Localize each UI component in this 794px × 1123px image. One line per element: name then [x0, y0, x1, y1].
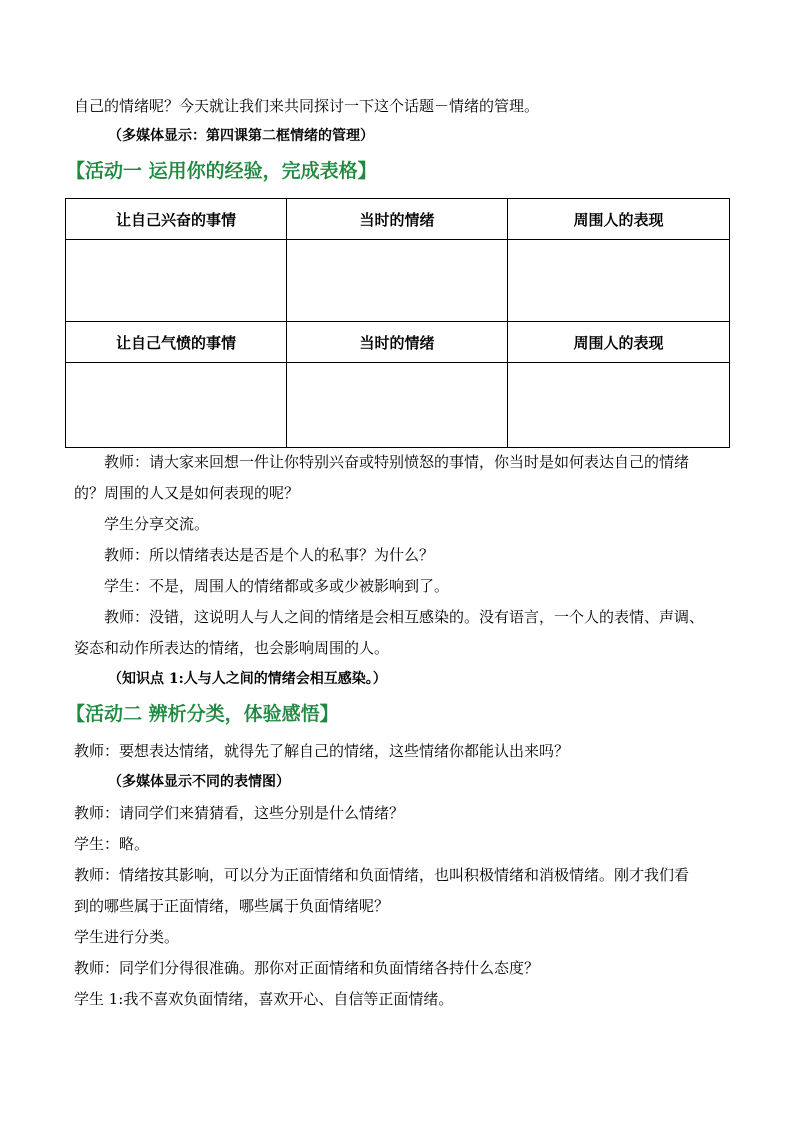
activity-1-heading: 【活动一 运用你的经验，完成表格】	[66, 160, 377, 182]
table-blank-cell	[508, 240, 730, 322]
table-blank-row	[66, 240, 730, 322]
paragraph-line: 学生 1:我不喜欢负面情绪，喜欢开心、自信等正面情绪。	[74, 990, 454, 1008]
table-header-cell: 周围人的表现	[508, 322, 730, 363]
paragraph-line: 教师：没错，这说明人与人之间的情绪是会相互感染的。没有语言，一个人的表情、声调、	[104, 608, 705, 626]
media-note: （多媒体显示：第四课第二框情绪的管理）	[108, 128, 374, 144]
knowledge-point-note: （知识点 1:人与人之间的情绪会相互感染。）	[108, 671, 387, 687]
table-blank-cell	[287, 363, 508, 448]
paragraph-line: 姿态和动作所表达的情绪，也会影响周围的人。	[74, 639, 390, 657]
table-blank-cell	[508, 363, 730, 448]
paragraph-line: 教师：情绪按其影响，可以分为正面情绪和负面情绪，也叫积极情绪和消极情绪。刚才我们看	[74, 866, 690, 884]
table-blank-row	[66, 363, 730, 448]
table-blank-cell	[66, 363, 287, 448]
table-header-row	[66, 322, 730, 363]
paragraph-line: 教师：同学们分得很准确。那你对正面情绪和负面情绪各持什么态度？	[74, 959, 540, 977]
intro-line: 自己的情绪呢？今天就让我们来共同探讨一下这个话题－情绪的管理。	[74, 97, 540, 115]
activity-2-heading: 【活动二 辨析分类，体验感悟】	[66, 703, 339, 725]
paragraph-line: 学生进行分类。	[74, 928, 180, 946]
table-blank-cell	[287, 240, 508, 322]
paragraph-line: 教师：请同学们来猜猜看，这些分别是什么情绪？	[74, 804, 405, 822]
table-header-cell: 周围人的表现	[508, 199, 730, 240]
experience-table	[65, 198, 730, 448]
table-header-cell: 当时的情绪	[287, 322, 508, 363]
paragraph-line: 教师：所以情绪表达是否是个人的私事？为什么？	[104, 546, 435, 564]
paragraph-line: 学生：不是，周围人的情绪都或多或少被影响到了。	[104, 577, 450, 595]
paragraph-line: 的？周围的人又是如何表现的呢？	[74, 484, 300, 502]
paragraph-line: 到的哪些属于正面情绪，哪些属于负面情绪呢？	[74, 897, 390, 915]
paragraph-line: 学生：略。	[74, 835, 150, 853]
table-header-cell: 让自己兴奋的事情	[66, 199, 287, 240]
table-header-cell: 当时的情绪	[287, 199, 508, 240]
paragraph-line: 教师：请大家来回想一件让你特别兴奋或特别愤怒的事情，你当时是如何表达自己的情绪	[104, 453, 690, 471]
paragraph-line: 学生分享交流。	[104, 515, 210, 533]
table-blank-cell	[66, 240, 287, 322]
table-header-row	[66, 199, 730, 240]
media-note: （多媒体显示不同的表情图）	[108, 774, 290, 790]
paragraph-line: 教师：要想表达情绪，就得先了解自己的情绪，这些情绪你都能认出来吗？	[74, 742, 570, 760]
table-header-cell: 让自己气愤的事情	[66, 322, 287, 363]
